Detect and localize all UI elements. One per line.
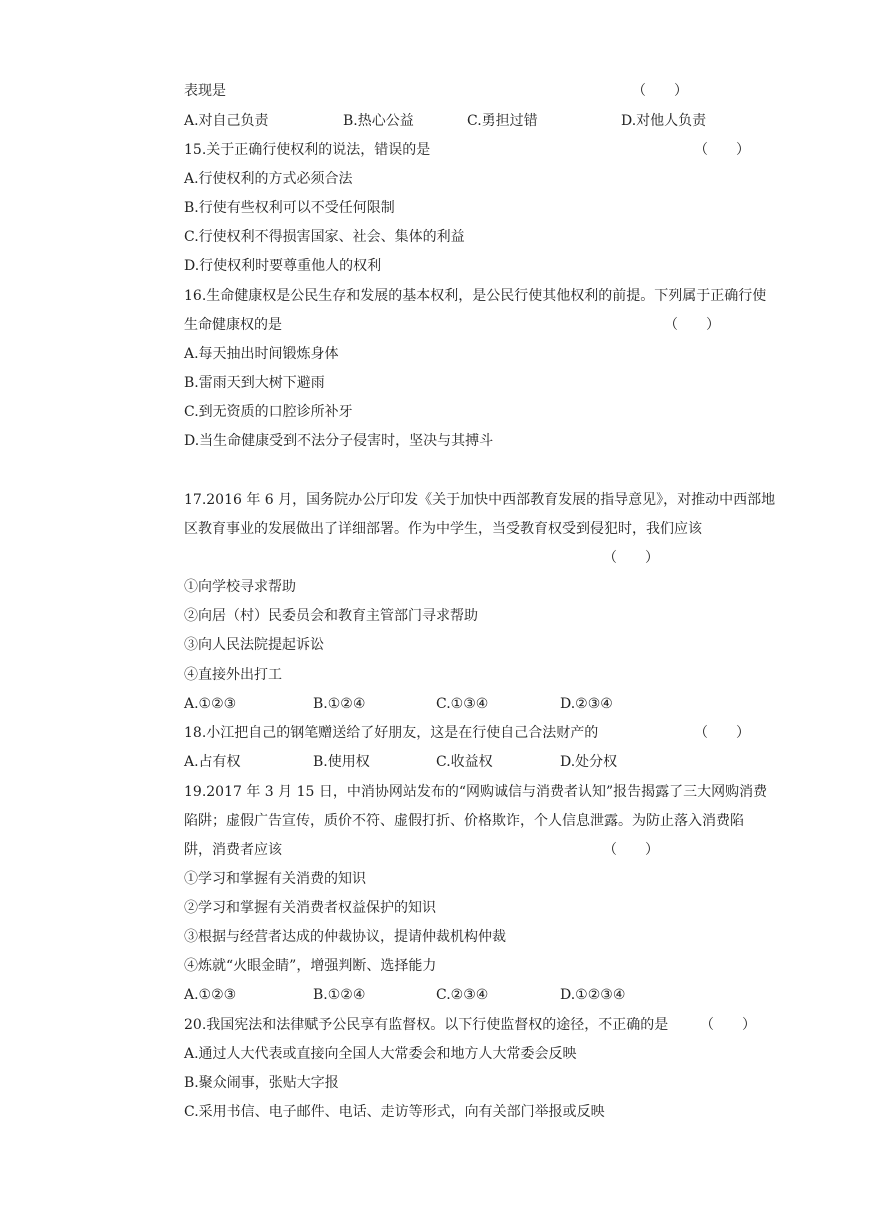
q14-option-c: C.勇担过错 <box>467 113 538 129</box>
q14-answer-paren: （ ） <box>632 83 688 99</box>
q19-option-a: A.①②③ <box>184 987 237 1003</box>
q17-stem-line-2: 区教育事业的发展做出了详细部署。作为中学生，当受教育权受到侵犯时，我们应该 <box>184 521 702 537</box>
q17-stem-line-1: 17.2016 年 6 月，国务院办公厅印发《关于加快中西部教育发展的指导意见》，对推动中西部地 <box>184 492 776 508</box>
q15-option-b: B.行使有些权利可以不受任何限制 <box>184 200 395 216</box>
q19-option-b: B.①②④ <box>313 987 366 1003</box>
q17-item-3: ③向人民法院提起诉讼 <box>184 637 324 653</box>
q18-answer-paren: （ ） <box>694 725 750 741</box>
q17-answer-paren: （ ） <box>603 550 659 566</box>
q19-item-3: ③根据与经营者达成的仲裁协议，提请仲裁机构仲裁 <box>184 929 506 945</box>
q20-stem: 20.我国宪法和法律赋予公民享有监督权。以下行使监督权的途径，不正确的是 <box>184 1017 669 1033</box>
q18-option-a: A.占有权 <box>184 754 241 770</box>
q16-option-b: B.雷雨天到大树下避雨 <box>184 375 325 391</box>
q16-option-a: A.每天抽出时间锻炼身体 <box>184 346 339 362</box>
q15-option-d: D.行使权利时要尊重他人的权利 <box>184 258 382 274</box>
q17-item-4: ④直接外出打工 <box>184 667 282 683</box>
q14-option-a: A.对自己负责 <box>184 113 269 129</box>
q17-option-a: A.①②③ <box>184 696 237 712</box>
q19-option-c: C.②③④ <box>436 987 489 1003</box>
q19-stem-line-3: 阱，消费者应该 <box>184 842 282 858</box>
q19-item-4: ④炼就“火眼金睛”，增强判断、选择能力 <box>184 958 437 974</box>
q15-stem: 15.关于正确行使权利的说法，错误的是 <box>184 142 431 158</box>
q19-item-2: ②学习和掌握有关消费者权益保护的知识 <box>184 900 436 916</box>
q18-stem: 18.小江把自己的钢笔赠送给了好朋友，这是在行使自己合法财产的 <box>184 725 599 741</box>
q18-option-d: D.处分权 <box>560 754 618 770</box>
q17-option-b: B.①②④ <box>313 696 366 712</box>
q14-option-d: D.对他人负责 <box>621 113 707 129</box>
q17-option-c: C.①③④ <box>436 696 489 712</box>
q15-answer-paren: （ ） <box>694 142 750 158</box>
q16-stem-line-1: 16.生命健康权是公民生存和发展的基本权利，是公民行使其他权利的前提。下列属于正确行使 <box>184 288 767 304</box>
q18-option-b: B.使用权 <box>313 754 370 770</box>
q16-option-c: C.到无资质的口腔诊所补牙 <box>184 404 353 420</box>
q16-option-d: D.当生命健康受到不法分子侵害时，坚决与其搏斗 <box>184 433 494 449</box>
q16-stem-line-2: 生命健康权的是 <box>184 317 282 333</box>
q19-stem-line-1: 19.2017 年 3 月 15 日，中消协网站发布的“网购诚信与消费者认知”报告揭露了三大网购消费 <box>184 784 768 800</box>
q15-option-a: A.行使权利的方式必须合法 <box>184 171 353 187</box>
q20-option-b: B.聚众闹事，张贴大字报 <box>184 1075 339 1091</box>
q14-stem-tail: 表现是 <box>184 83 226 99</box>
q20-option-c: C.采用书信、电子邮件、电话、走访等形式，向有关部门举报或反映 <box>184 1104 605 1120</box>
q19-stem-line-2: 陷阱；虚假广告宣传，质价不符、虚假打折、价格欺诈，个人信息泄露。为防止落入消费陷 <box>184 813 744 829</box>
q17-option-d: D.②③④ <box>560 696 613 712</box>
q14-option-b: B.热心公益 <box>343 113 414 129</box>
q15-option-c: C.行使权利不得损害国家、社会、集体的利益 <box>184 229 465 245</box>
q19-answer-paren: （ ） <box>603 842 659 858</box>
q20-option-a: A.通过人大代表或直接向全国人大常委会和地方人大常委会反映 <box>184 1046 577 1062</box>
q17-item-1: ①向学校寻求帮助 <box>184 579 296 595</box>
q18-option-c: C.收益权 <box>436 754 493 770</box>
q19-option-d: D.①②③④ <box>560 987 626 1003</box>
q16-answer-paren: （ ） <box>664 317 720 333</box>
q17-item-2: ②向居（村）民委员会和教育主管部门寻求帮助 <box>184 608 478 624</box>
q19-item-1: ①学习和掌握有关消费的知识 <box>184 871 366 887</box>
q20-answer-paren: （ ） <box>700 1017 756 1033</box>
